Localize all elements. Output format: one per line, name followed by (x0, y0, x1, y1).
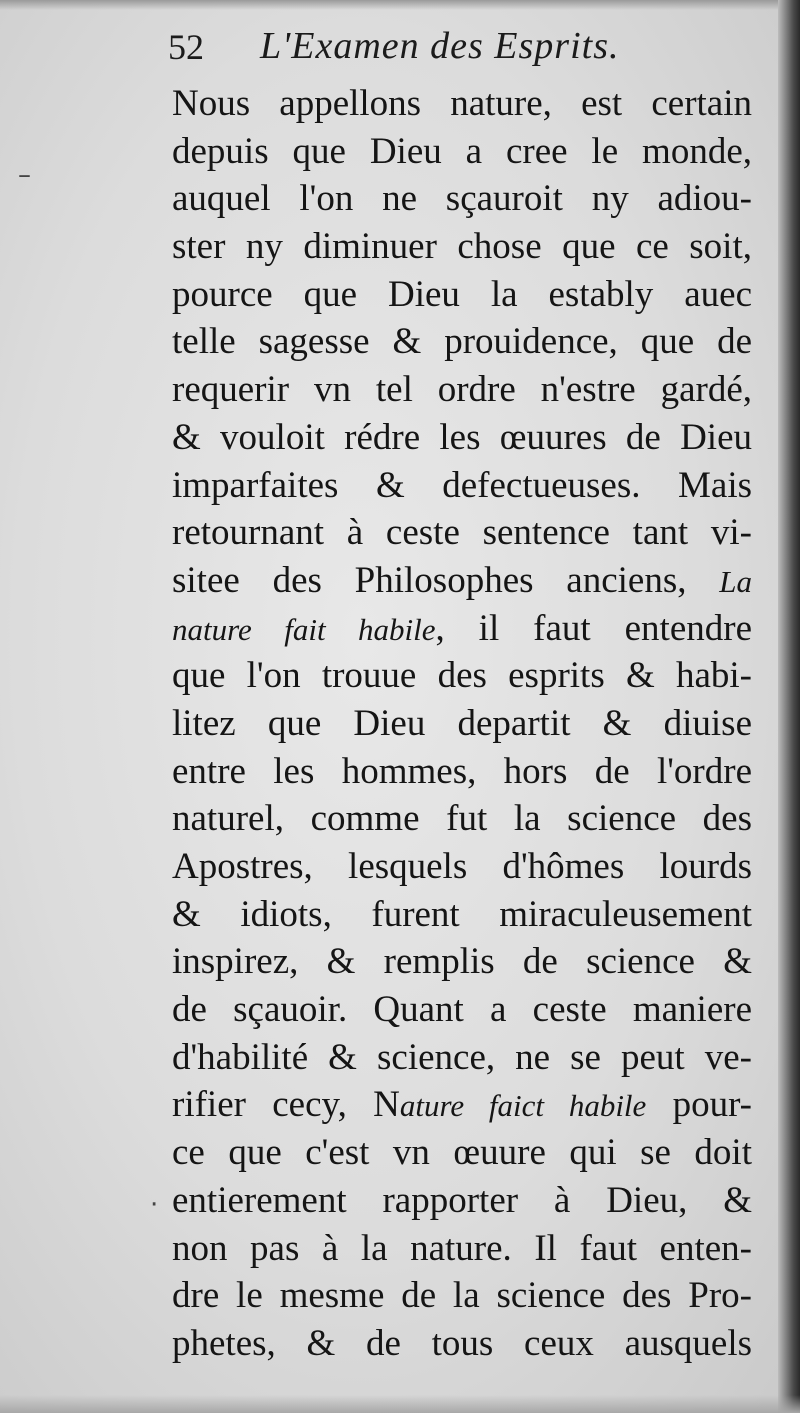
text-segment: entre les hommes, hors de l'ordre (172, 750, 752, 792)
text-segment: requerir vn tel ordre n'estre gardé, (172, 369, 752, 411)
margin-mark: · (150, 1190, 159, 1220)
text-segment: dre le mesme de la science des Pro- (172, 1275, 752, 1317)
text-segment: pource que Dieu la estably auec (172, 273, 752, 315)
text-segment: telle sagesse & prouidence, que de (172, 321, 752, 363)
text-segment: que l'on trouue des esprits & habi- (172, 655, 752, 697)
text-segment: rifier cecy, N (172, 1084, 400, 1126)
page-number: 52 (168, 27, 204, 67)
text-line (172, 1129, 752, 1177)
text-line (172, 318, 752, 366)
text-line (172, 748, 752, 796)
text-segment: auquel l'on ne sçauroit ny adiou- (172, 178, 752, 220)
body-text (172, 80, 752, 1368)
text-line (172, 175, 752, 223)
italic-text: nature fait habile (172, 611, 436, 647)
text-line (172, 1320, 752, 1368)
text-segment: depuis que Dieu a cree le monde, (172, 130, 752, 172)
text-line (172, 1081, 752, 1129)
text-segment: Nous appellons nature, est certain (172, 83, 752, 124)
text-line (172, 80, 752, 128)
text-segment: inspirez, & remplis de science & (172, 941, 752, 983)
text-line (172, 605, 752, 653)
text-line (172, 462, 752, 510)
page-bottom-shadow (0, 1395, 800, 1413)
italic-text: ature faict habile (399, 1088, 647, 1124)
text-line (172, 557, 752, 605)
text-segment: phetes, & de tous ceux ausquels (172, 1322, 752, 1364)
text-segment: retournant à ceste sentence tant vi- (172, 512, 752, 554)
running-title: L'Examen des Esprits. (260, 25, 620, 67)
text-segment: pour- (646, 1084, 753, 1126)
italic-text: La (719, 563, 752, 599)
margin-mark: – (18, 160, 31, 190)
text-segment: imparfaites & defectueuses. Mais (172, 464, 752, 506)
text-line (172, 891, 752, 939)
text-line (172, 366, 752, 414)
text-segment: sitee des Philosophes anciens, (172, 559, 720, 601)
text-line (172, 843, 752, 891)
text-segment: & vouloit rédre les œuures de Dieu (172, 416, 752, 458)
text-line (172, 700, 752, 748)
text-segment: non pas à la nature. Il faut enten- (172, 1227, 752, 1269)
text-segment: ce que c'est vn œuure qui se doit (172, 1132, 752, 1174)
text-line (172, 795, 752, 843)
text-segment: entierement rapporter à Dieu, & (172, 1179, 752, 1221)
text-line (172, 1272, 752, 1320)
text-segment: ster ny diminuer chose que ce soit, (172, 226, 752, 268)
text-line (172, 986, 752, 1034)
text-line (172, 271, 752, 319)
text-line (172, 652, 752, 700)
text-segment: de sçauoir. Quant a ceste maniere (172, 989, 752, 1031)
page-top-shadow (0, 0, 800, 10)
text-segment: Apostres, lesquels d'hômes lourds (172, 846, 752, 887)
text-line (172, 414, 752, 462)
text-segment: litez que Dieu departit & diuise (172, 702, 752, 744)
text-line (172, 509, 752, 557)
text-segment: & idiots, furent miraculeusement (172, 893, 752, 935)
text-line (172, 223, 752, 271)
text-line (172, 128, 752, 176)
text-line (172, 1034, 752, 1082)
text-segment: d'habilité & science, ne se peut ve- (172, 1036, 752, 1078)
page-header (168, 20, 688, 82)
text-segment: , il faut entendre (435, 607, 752, 649)
text-line (172, 1177, 752, 1225)
text-line (172, 938, 752, 986)
text-line (172, 1225, 752, 1273)
page-gutter-shadow (778, 0, 800, 1413)
text-segment: naturel, comme fut la science des (172, 798, 752, 840)
